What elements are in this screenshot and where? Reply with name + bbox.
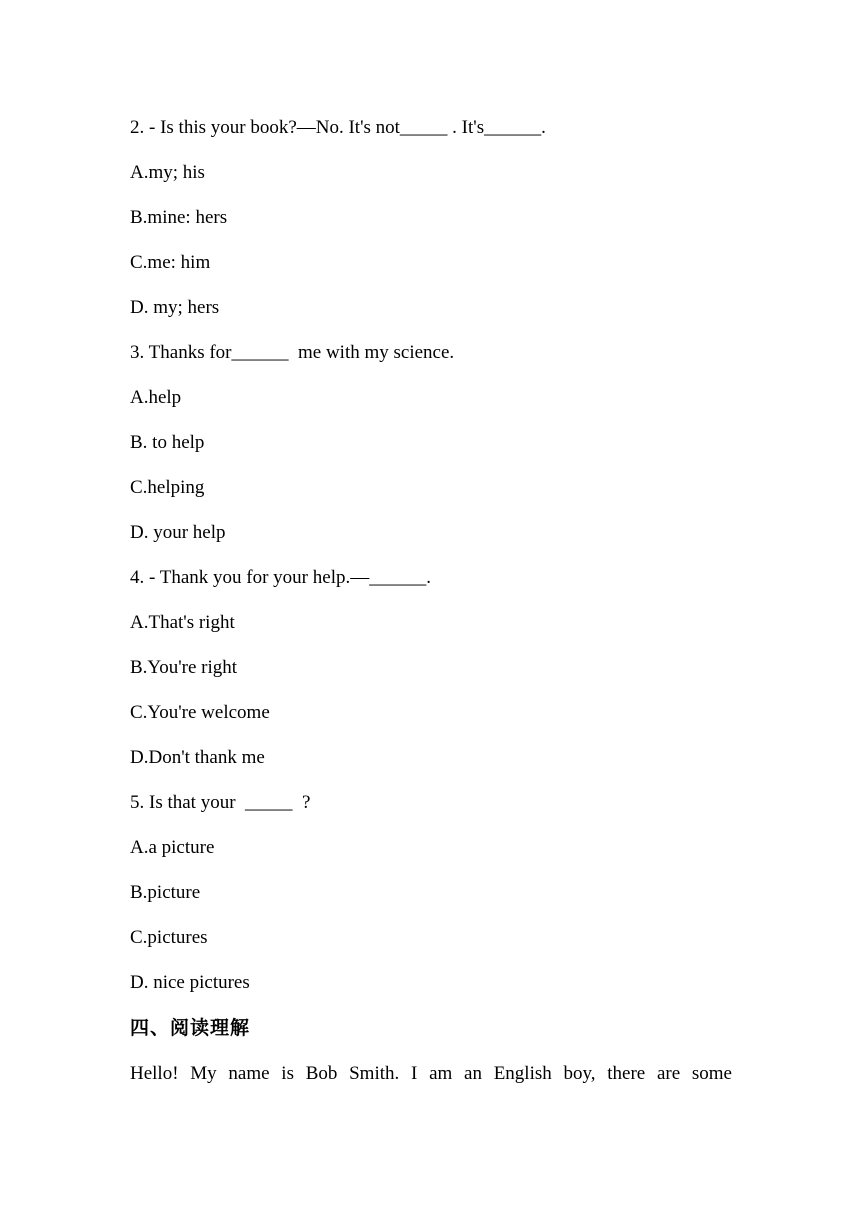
- question-5-stem: 5. Is that your _____ ?: [130, 792, 311, 813]
- question-4-option-b: B.You're right: [130, 657, 238, 678]
- section-heading-reading: 四、阅读理解: [130, 1017, 251, 1039]
- question-4-option-c: C.You're welcome: [130, 702, 270, 723]
- question-4-option-d: D.Don't thank me: [130, 747, 265, 768]
- question-3-option-c: C.helping: [130, 477, 205, 498]
- question-2-option-a: A.my; his: [130, 162, 205, 183]
- question-3-option-a: A.help: [130, 387, 182, 408]
- question-4-option-a: A.That's right: [130, 612, 235, 633]
- question-5-option-d: D. nice pictures: [130, 972, 250, 993]
- question-2-option-d: D. my; hers: [130, 297, 220, 318]
- question-2-stem: 2. - Is this your book?—No. It's not_____ . It's______.: [130, 117, 546, 138]
- question-5-option-a: A.a picture: [130, 837, 215, 858]
- question-4-stem: 4. - Thank you for your help.—______.: [130, 567, 431, 588]
- reading-passage-line: Hello! My name is Bob Smith. I am an English boy, there are some: [130, 1063, 732, 1084]
- question-3-option-b: B. to help: [130, 432, 205, 453]
- question-5-option-b: B.picture: [130, 882, 201, 903]
- question-3-stem: 3. Thanks for______ me with my science.: [130, 342, 455, 363]
- question-5-option-c: C.pictures: [130, 927, 208, 948]
- question-3-option-d: D. your help: [130, 522, 226, 543]
- question-2-option-c: C.me: him: [130, 252, 211, 273]
- question-2-option-b: B.mine: hers: [130, 207, 228, 228]
